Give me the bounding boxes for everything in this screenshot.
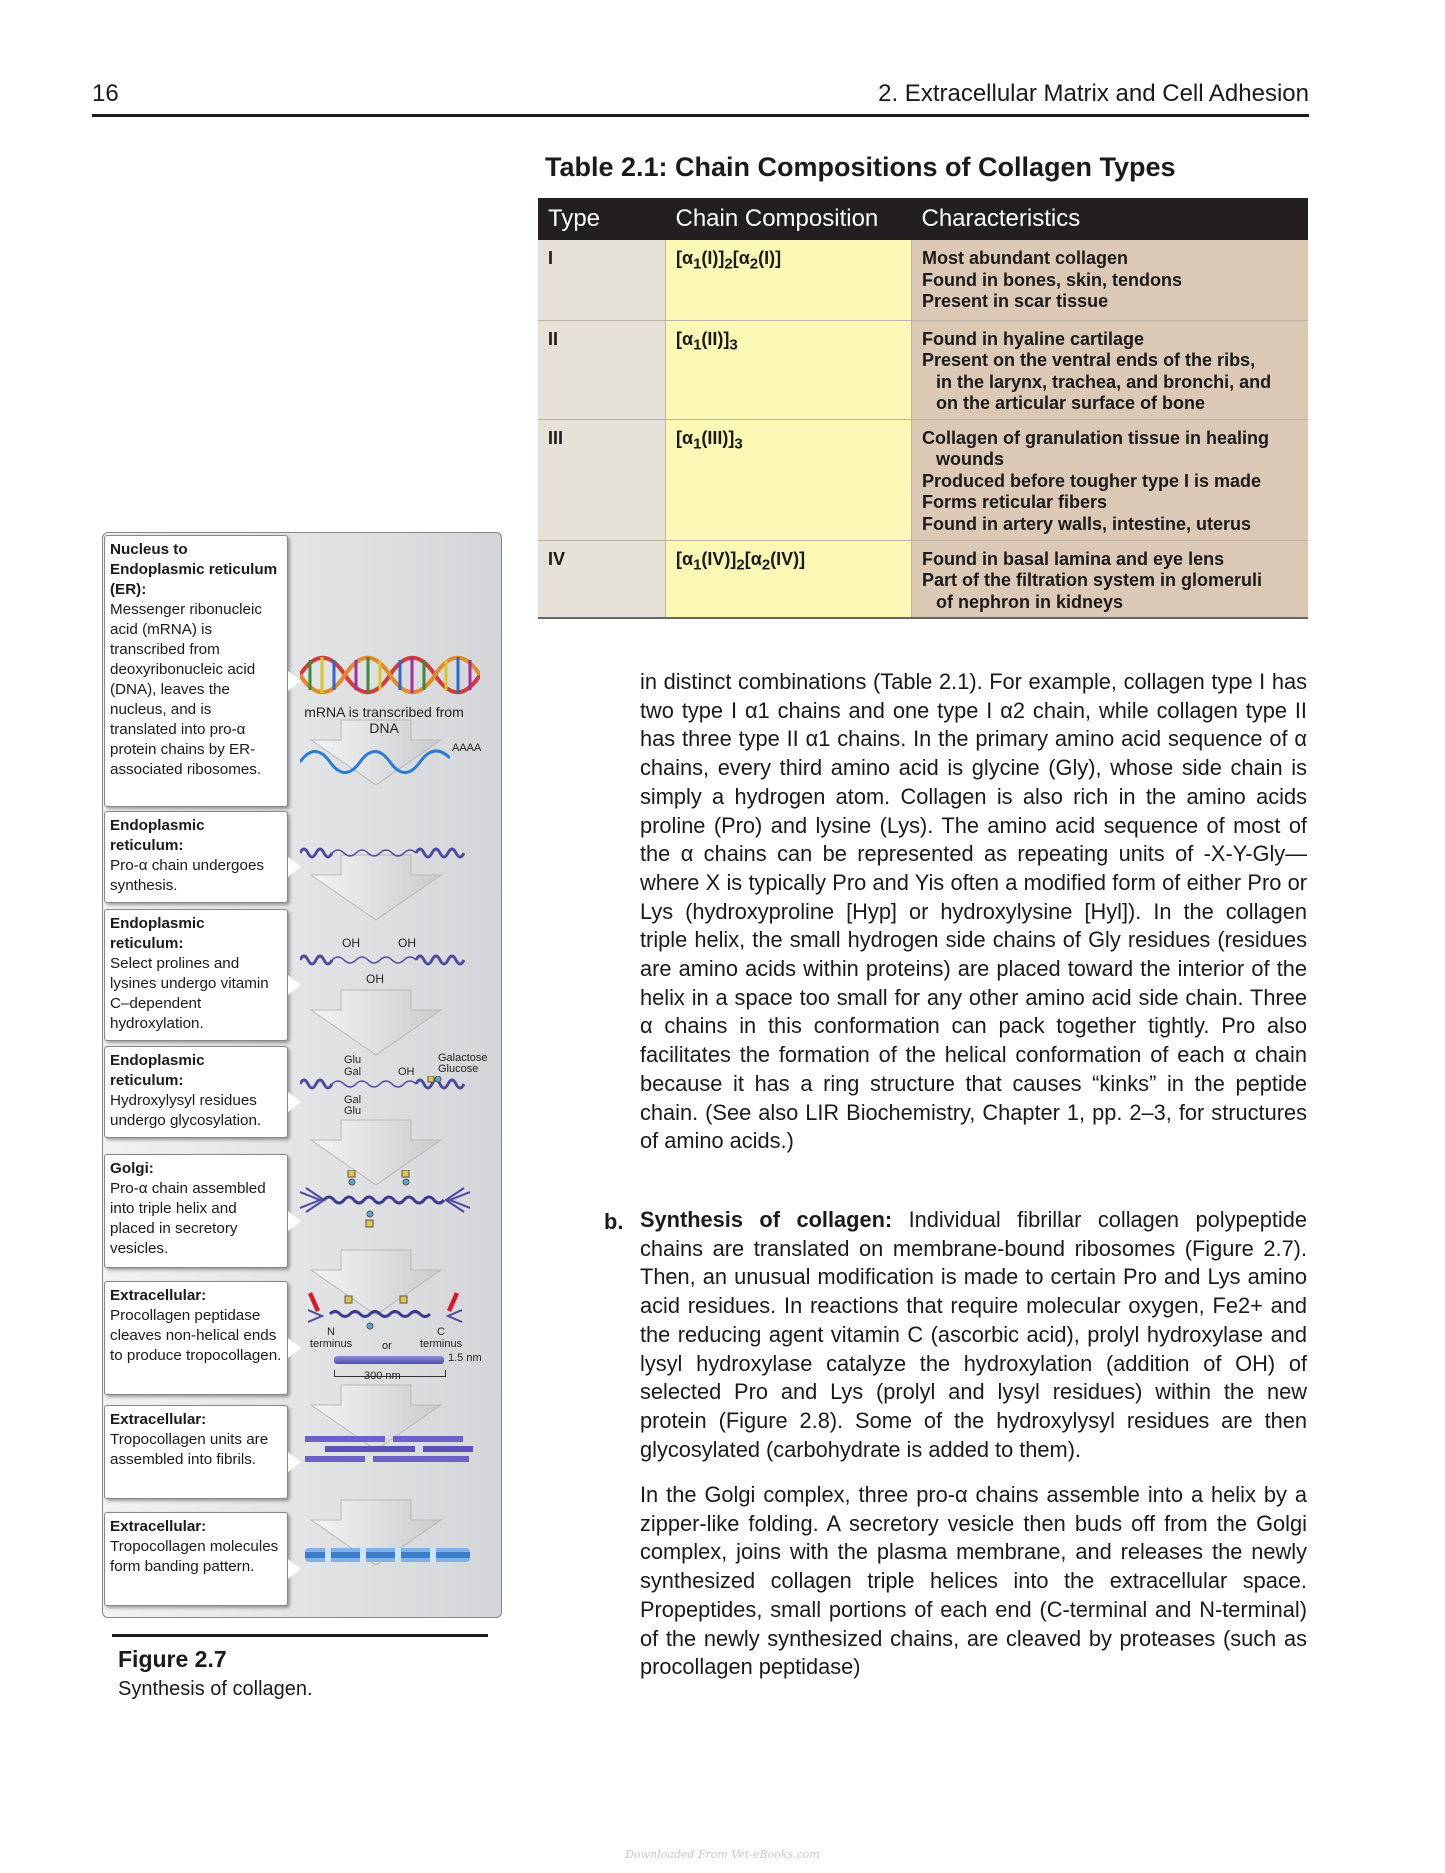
collagen-table [538, 198, 1308, 619]
table-row [538, 540, 1308, 618]
section-text: Individual fibrillar collagen polypeptide chains are translated on membrane-bound ribosomes (Figure 2.7). Then, an unusual modification is made to certain Pro and Lys amino acid residues. In reactions that require molecular oxygen, Fe2+ and the reducing agent vitamin C (ascorbic acid), prolyl hydroxylase and lysyl hydroxylase catalyze the hydroxylation (addition of OH) of selected Pro and Lys (prolyl and lysyl residues) within the new protein (Figure 2.8). Some of the hydroxylysyl residues are then glycosylated (carbohydrate is added to them). [640, 1207, 1307, 1462]
tropocollagen-rod [334, 1356, 444, 1364]
column-header-type: Type [538, 198, 666, 240]
oh-label: OH [398, 936, 416, 950]
step-text: Pro-α chain assembled into triple helix and placed in secretory vesicles. [110, 1180, 266, 1257]
characteristic-line: Found in bones, skin, tendons [922, 269, 1182, 290]
or-label: or [382, 1340, 392, 1352]
step-text: Select prolines and lysines undergo vitamin C–dependent hydroxylation. [110, 955, 269, 1032]
table-row [538, 419, 1308, 540]
body-paragraph: In the Golgi complex, three pro-α chains assemble into a helix by a zipper-like folding. A secretory vesicle then buds off from the Golgi complex, joins with the plasma membrane, and releases the newly synthesized collagen triple helices into the extracellular space. Propeptides, small portions of each end (C-terminal and N-terminal) of the newly synthesized chains, are cleaved by proteases (such as procollagen peptidase) [640, 1482, 1307, 1680]
column-header-chain: Chain Composition [666, 198, 912, 240]
characteristic-line: Found in hyaline cartilage [922, 328, 1145, 349]
step-heading: Endoplasmic reticulum: [110, 915, 205, 952]
characteristic-line: in the larynx, trachea, and bronchi, and [936, 371, 1272, 392]
section-heading: Synthesis of collagen: [640, 1207, 893, 1232]
characteristic-line: on the articular surface of bone [936, 393, 1206, 413]
type-cell: I [538, 240, 666, 320]
characteristic-line: Found in artery walls, intestine, uterus [922, 513, 1252, 534]
oh-label: OH [398, 1066, 415, 1078]
width-label: 1.5 nm [448, 1352, 482, 1364]
characteristic-line: Present on the ventral ends of the ribs, [922, 350, 1256, 370]
chain-cell: $[\alpha_1(II)]_3$ [666, 320, 912, 419]
oh-label: OH [342, 936, 360, 950]
characteristics-cell [912, 320, 1309, 419]
section-marker: b. [604, 1209, 624, 1234]
gal-label: Gal [344, 1066, 362, 1078]
step-heading: Extracellular: [110, 1411, 207, 1428]
gal-label: Gal [344, 1094, 362, 1106]
length-label: 300 nm [364, 1370, 401, 1382]
chain-cell: $[\alpha_1(I)]_2[\alpha_2(I)]$ [666, 240, 912, 320]
glucose-label: Glucose [438, 1063, 479, 1075]
chain-cell: $[\alpha_1(IV)]_2[\alpha_2(IV)]$ [666, 540, 912, 618]
step-box-glycosylation [104, 1046, 288, 1138]
table-title: Table 2.1: Chain Compositions of Collagen Types [545, 152, 1176, 182]
characteristic-line: Produced before tougher type I is made [922, 470, 1262, 491]
step-text: Tropocollagen molecules form banding pattern. [110, 1538, 279, 1575]
oh-label: OH [366, 972, 384, 986]
step-box-pro-alpha-synthesis [104, 811, 288, 903]
step-box-golgi [104, 1154, 288, 1268]
flow-arrows [286, 640, 486, 1620]
characteristics-cell [912, 540, 1309, 618]
characteristic-line: Forms reticular fibers [922, 492, 1108, 512]
table-row [538, 320, 1308, 419]
step-box-banding [104, 1512, 288, 1606]
type-cell: III [538, 419, 666, 540]
characteristics-cell [912, 240, 1309, 320]
chain-cell: $[\alpha_1(III)]_3$ [666, 419, 912, 540]
figure-title: Figure 2.7 [118, 1646, 227, 1672]
step-heading: Extracellular: [110, 1287, 207, 1304]
figure-rule [112, 1634, 488, 1637]
mrna-strand-icon [300, 748, 450, 776]
step-text: Hydroxylysyl residues undergo glycosylation. [110, 1092, 262, 1129]
step-text: Messenger ribonucleic acid (mRNA) is transcribed from deoxyribonucleic acid (DNA), leaves the nucleus, and is translated into pro-α protein chains by ER-associated ribosomes. [110, 601, 262, 778]
fibril-assembly-icon [305, 1432, 475, 1466]
step-heading: Endoplasmic reticulum: [110, 1052, 205, 1089]
hydroxylated-chain-icon [300, 952, 465, 968]
page-number: 16 [92, 80, 119, 107]
type-cell: IV [538, 540, 666, 618]
type-cell: II [538, 320, 666, 419]
characteristic-line: Found in basal lamina and eye lens [922, 548, 1225, 569]
step-box-hydroxylation [104, 909, 288, 1041]
step-heading: Endoplasmic reticulum: [110, 817, 205, 854]
poly-a-label: AAAA [452, 742, 482, 754]
section-b-paragraph [640, 1206, 1307, 1464]
step-box-transcription [104, 535, 288, 807]
n-terminus-label: N terminus [309, 1326, 353, 1350]
characteristic-line: Most abundant collagen [922, 248, 1129, 268]
figure-caption: Synthesis of collagen. [118, 1678, 313, 1700]
characteristic-line: of nephron in kidneys [936, 591, 1124, 612]
dna-helix-icon [300, 652, 480, 698]
table-row [538, 240, 1308, 320]
galactose-label: Galactose [438, 1052, 488, 1064]
body-paragraph: in distinct combinations (Table 2.1). For example, collagen type I has two type I α1 chains and one type I α2 chain, while collagen type II has three type II α1 chains. In the primary amino acid sequence of α chains, every third amino acid is glycine (Gly), whose side chain is simply a hydrogen atom. Collagen is also rich in the amino acids proline (Pro) and lysine (Lys). The amino acid sequence of most of the α chains can be represented as repeating units of -X-Y-Gly—where X is typically Pro and Yis often a modified form of either Pro or Lys (hydroxyproline [Hyp] or hydroxylysine [Hyl]). In the collagen triple helix, the small hydrogen side chains of Gly residues (residues are amino acids within proteins) are placed toward the interior of the helix in a space too small for any other amino acid side chain. Three α chains in this conformation can pack together tightly. Pro also facilitates the formation of the helical conformation of each α chain because it has a ring structure that causes “kinks” in the peptide chain. (See also LIR Biochemistry, Chapter 1, pp. 2–3, for structures of amino acids.) [640, 669, 1307, 1154]
step-box-fibril-assembly [104, 1405, 288, 1499]
glu-label: Glu [344, 1105, 362, 1117]
glu-label: Glu [344, 1054, 362, 1066]
watermark: Downloaded From Vet-eBooks.com [625, 1848, 820, 1861]
c-terminus-label: C terminus [419, 1326, 463, 1350]
characteristic-line: wounds [936, 449, 1004, 469]
characteristic-line: Present in scar tissue [922, 291, 1109, 311]
step-heading: Extracellular: [110, 1518, 207, 1535]
characteristic-line: Part of the filtration system in glomeruli [922, 570, 1263, 590]
pro-alpha-chain-icon [300, 845, 465, 861]
step-box-peptidase [104, 1281, 288, 1395]
glycosylated-chain-icon [300, 1076, 465, 1092]
step-text: Pro-α chain undergoes synthesis. [110, 857, 264, 894]
step-text: Procollagen peptidase cleaves non-helical ends to produce tropocollagen. [110, 1307, 282, 1364]
triple-helix-icon [300, 1170, 470, 1230]
header-rule [92, 114, 1309, 117]
step-text: Tropocollagen units are assembled into fibrils. [110, 1431, 269, 1468]
step-heading: Golgi: [110, 1160, 154, 1177]
column-header-characteristics: Characteristics [912, 198, 1309, 240]
mrna-label: mRNA is transcribed from DNA [304, 704, 464, 736]
characteristics-cell [912, 419, 1309, 540]
banded-fibril-icon [305, 1544, 470, 1566]
step-heading: Nucleus to Endoplasmic reticulum (ER): [110, 541, 278, 598]
characteristic-line: Collagen of granulation tissue in healing [922, 427, 1270, 448]
chapter-title: 2. Extracellular Matrix and Cell Adhesion [878, 80, 1309, 107]
